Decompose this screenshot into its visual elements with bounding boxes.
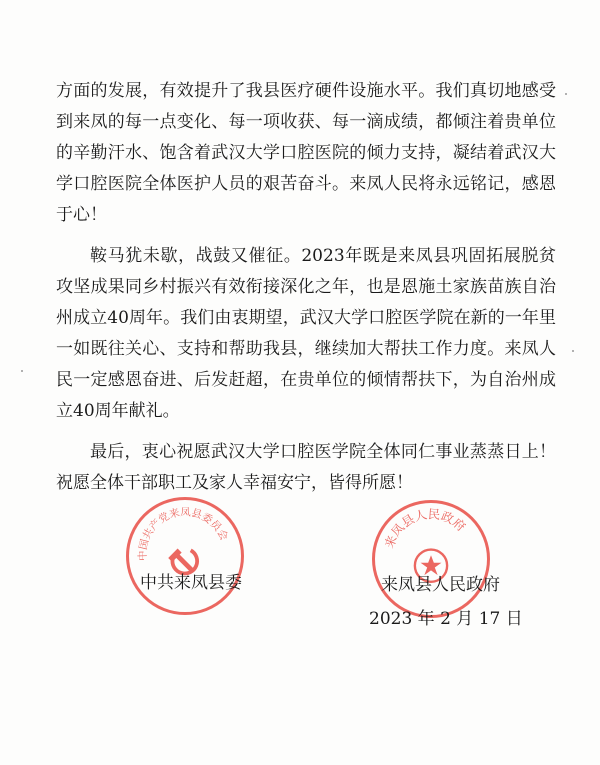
scan-speck — [21, 370, 23, 372]
signature-date: 2023 年 2 月 17 日 — [369, 609, 523, 629]
scan-speck — [572, 350, 574, 352]
government-seal — [372, 500, 490, 618]
paragraph-1: 方面的发展，有效提升了我县医疗硬件设施水平。我们真切地感受到来凤的每一点变化、每一项收获、每一滴成绩，都倾注着贵单位的辛勤汗水、饱含着武汉大学口腔医院的倾力支持，凝结着武汉大学口腔医院全体医护人员的艰苦奋斗。来凤人民将永远铭记，感恩于心！ — [56, 81, 556, 225]
party-seal-graphic — [129, 500, 241, 612]
government-seal-graphic — [375, 503, 487, 615]
hammer-sickle-icon — [168, 549, 197, 574]
party-committee-signature: 中共来凤县委 — [140, 573, 242, 593]
paragraph-2: 鞍马犹未歇，战鼓又催征。2023年既是来凤县巩固拓展脱贫攻坚成果同乡村振兴有效衔接深化之年，也是恩施土家族苗族自治州成立40周年。我们由衷期望，武汉大学口腔医学院在新的一年里一如既往关心、支持和帮助我县，继续加大帮扶工作力度。来凤人民一定感恩奋进、后发赶超，在贵单位的倾情帮扶下，为自治州成立40周年献礼。 — [56, 246, 556, 421]
scan-speck — [565, 93, 567, 95]
paragraph-3: 最后，衷心祝愿武汉大学口腔医学院全体同仁事业蒸蒸日上！祝愿全体干部职工及家人幸福安宁，皆得所愿！ — [56, 442, 556, 493]
government-signature: 来凤县人民政府 — [381, 575, 500, 595]
party-seal-text: 中国共产党来凤县委员会 — [136, 506, 230, 562]
government-seal-text: 来凤县人民政府 — [382, 507, 469, 551]
party-committee-seal — [126, 497, 244, 615]
